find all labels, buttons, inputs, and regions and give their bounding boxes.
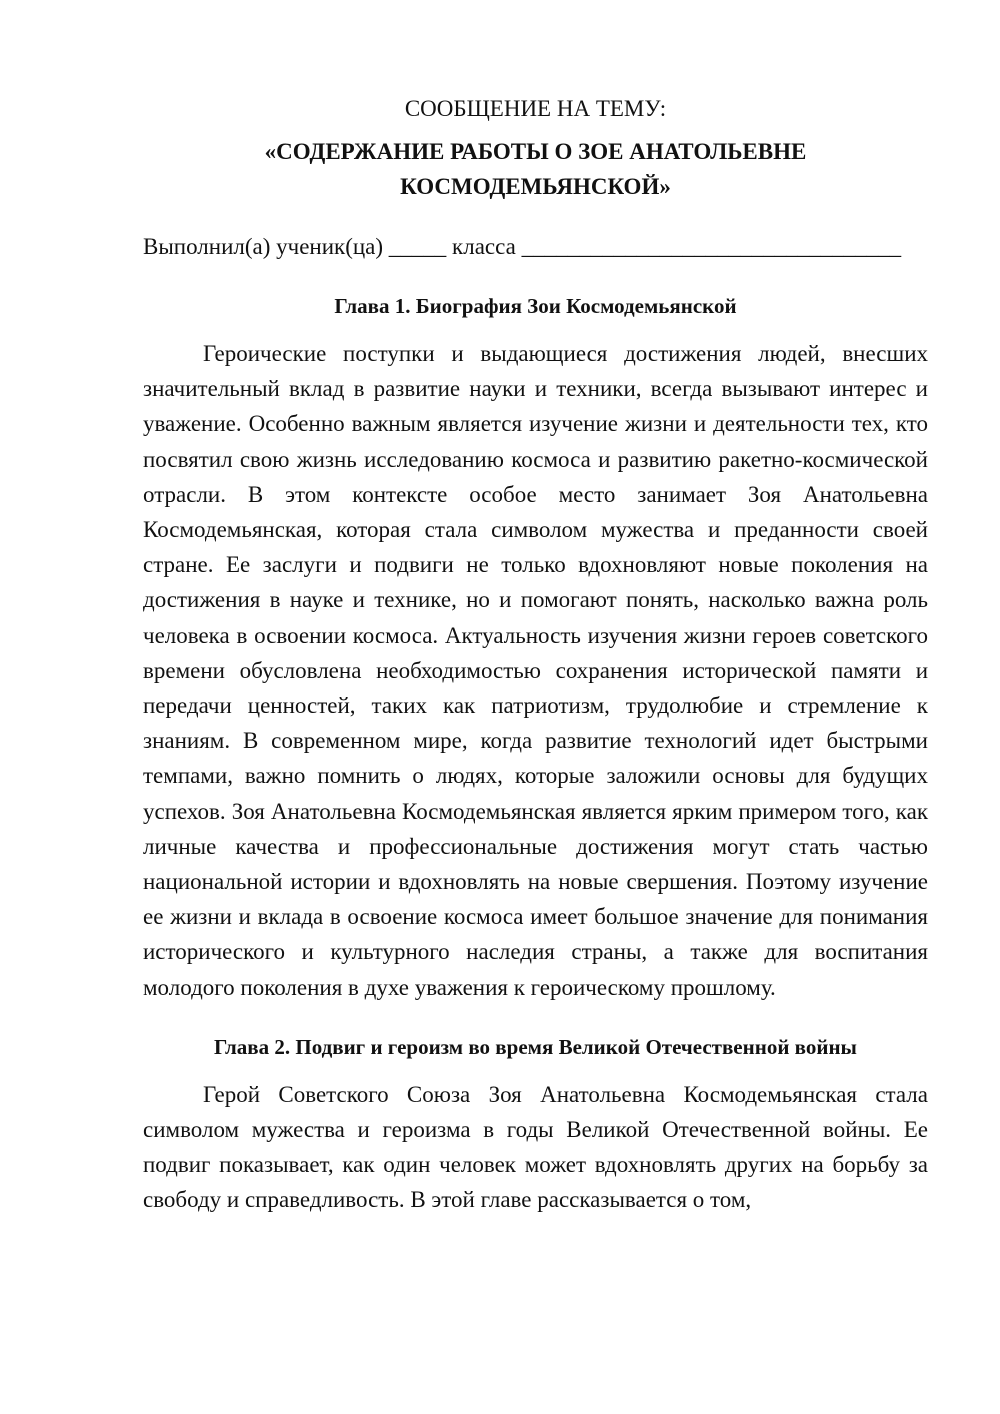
chapter-2-heading: Глава 2. Подвиг и героизм во время Великой Отечественной войны: [214, 1034, 857, 1059]
chapter-2-paragraph: Герой Советского Союза Зоя Анатольевна Космодемьянская стала символом мужества и героизма в годы Великой Отечественной войны. Ее подвиг показывает, как один человек может вдохновлять других на борьбу за свободу и справедливость. В этой главе рассказывается о том,: [143, 1081, 928, 1213]
chapter-1-heading: Глава 1. Биография Зои Космодемьянской: [334, 294, 737, 318]
author-line: Выполнил(а) ученик(ца) _____ класса _________________________________: [143, 234, 902, 259]
document-page: [143, 92, 928, 1218]
document-subtitle: СООБЩЕНИЕ НА ТЕМУ:: [404, 96, 667, 121]
document-title: [143, 134, 928, 204]
document-title-line-1: «СОДЕРЖАНИЕ РАБОТЫ О ЗОЕ АНАТОЛЬЕВНЕ: [264, 139, 807, 164]
chapter-1-paragraph: Героические поступки и выдающиеся достижения людей, внесших значительный вклад в развитие науки и техники, всегда вызывают интерес и уважение. Особенно важным является изучение жизни и деятельности тех, кто посвятил свою жизнь исследованию космоса и развитию ракетно-космической отрасли. В этом контексте особое место занимает Зоя Анатольевна Космодемьянская, которая стала символом мужества и преданности своей стране. Ее заслуги и подвиги не только вдохновляют новые поколения на достижения в науке и технике, но и помогают понять, насколько важна роль человека в освоении космоса. Актуальность изучения жизни героев советского времени обусловлена необходимостью сохранения исторической памяти и передачи ценностей, таких как патриотизм, трудолюбие и стремление к знаниям. В современном мире, когда развитие технологий идет быстрыми темпами, важно помнить о людях, которые заложили основы для будущих успехов. Зоя Анатольевна Космодемьянская является ярким примером того, как личные качества и профессиональные достижения могут стать частью национальной истории и вдохновлять на новые свершения. Поэтому изучение ее жизни и вклада в освоение космоса имеет большое значение для понимания исторического и культурного наследия страны, а также для воспитания молодого поколения в духе уважения к героическому прошлому.: [143, 341, 928, 1000]
document-title-line-2: КОСМОДЕМЬЯНСКОЙ»: [400, 174, 671, 199]
